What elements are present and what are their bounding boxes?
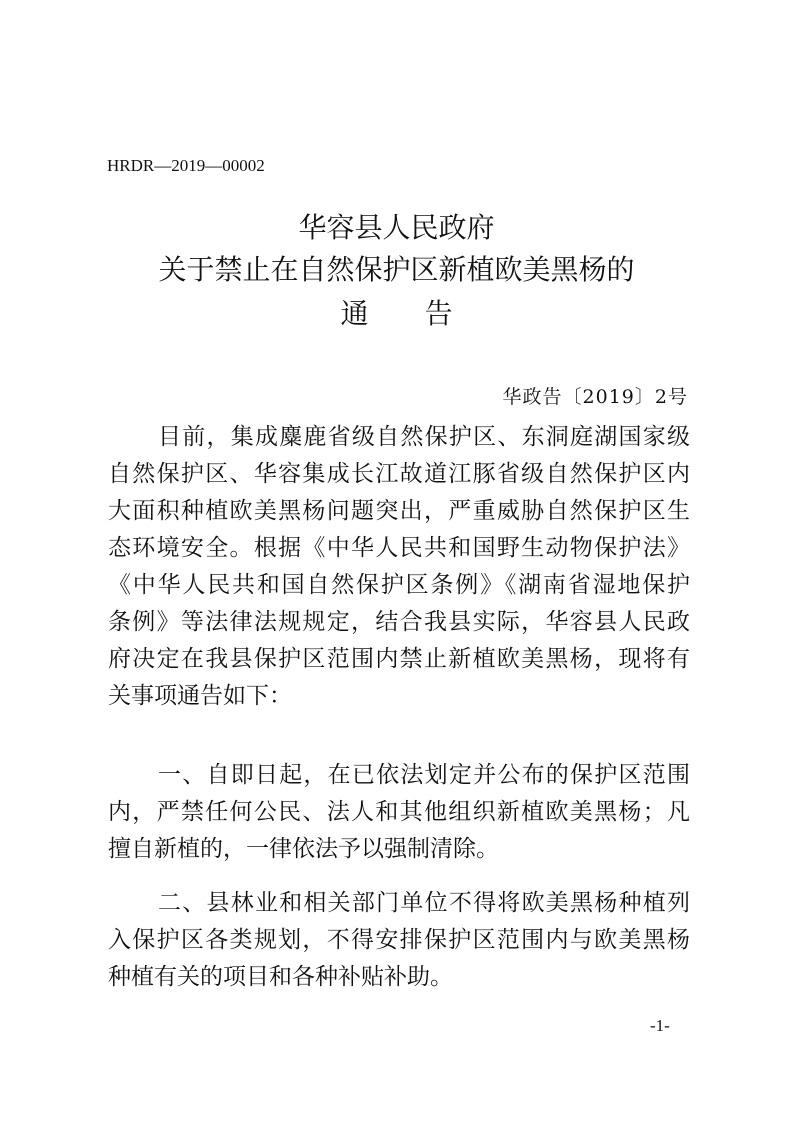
paragraph-line: 二、县林业和相关部门单位不得将欧美黑杨种植列 [158,890,690,916]
paragraph-line: 关事项通告如下： [108,683,292,709]
paragraph-line: 一、自即日起，在已依法划定并公布的保护区范围 [158,762,690,788]
title-issuer: 华容县人民政府 [298,211,495,244]
paragraph-line: 态环境安全。根据《中华人民共和国野生动物保护法》 [108,535,690,561]
paragraph-line: 《中华人民共和国自然保护区条例》《湖南省湿地保护 [108,572,690,598]
paragraph-line: 擅自新植的，一律依法予以强制清除。 [108,836,499,862]
paragraph-line: 种植有关的项目和各种补贴补助。 [108,964,453,990]
title-subject: 关于禁止在自然保护区新植欧美黑杨的 [158,253,635,286]
title-type: 通 告 [340,297,453,330]
paragraph-line: 内，严禁任何公民、法人和其他组织新植欧美黑杨；凡 [108,799,690,825]
paragraph-line: 入保护区各类规划，不得安排保护区范围内与欧美黑杨 [108,927,690,953]
paragraph-line: 自然保护区、华容集成长江故道江豚省级自然保护区内 [108,461,690,487]
paragraph-line: 大面积种植欧美黑杨问题突出，严重威胁自然保护区生 [108,498,690,524]
reference-number: 华政告〔2019〕2号 [502,386,688,408]
document-number: HRDR—2019—00002 [107,156,265,175]
page-number: -1- [650,1016,670,1035]
paragraph-line: 条例》等法律法规规定，结合我县实际，华容县人民政 [108,609,690,635]
paragraph-line: 目前，集成麋鹿省级自然保护区、东洞庭湖国家级 [158,424,690,450]
paragraph-line: 府决定在我县保护区范围内禁止新植欧美黑杨，现将有 [108,646,690,672]
